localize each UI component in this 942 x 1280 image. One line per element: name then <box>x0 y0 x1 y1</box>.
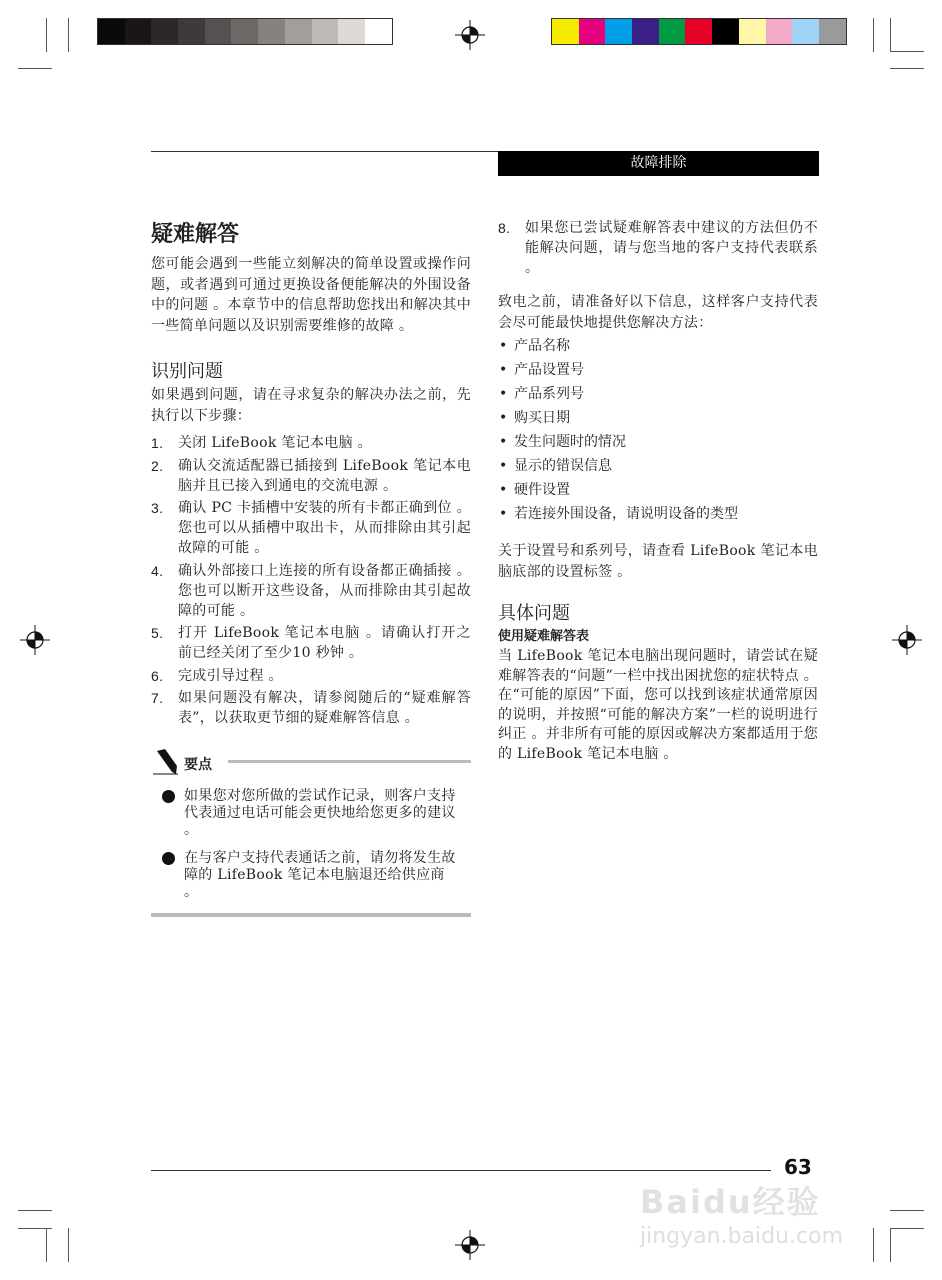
bullet-icon: • <box>499 386 508 402</box>
crop-mark <box>890 18 891 52</box>
gray-swatch <box>205 19 232 44</box>
step-text: 完成引导过程 。 <box>178 667 283 684</box>
identify-heading: 识别问题 <box>151 361 223 382</box>
step-text: 打开 LifeBook 笔记本电脑 。请确认打开之前已经关闭了至少10 秒钟 。 <box>178 625 471 661</box>
color-swatch <box>659 19 686 44</box>
registration-mark-icon <box>892 625 922 655</box>
steps-list <box>151 433 471 728</box>
crop-mark <box>18 1210 52 1211</box>
page-number: 63 <box>784 1155 812 1179</box>
note-text: 在与客户支持代表通话之前，请勿将发生故障的 LifeBook 笔记本电脑退还给供应商 。 <box>184 850 456 900</box>
list-item <box>498 478 818 502</box>
footer-rule <box>151 1170 771 1171</box>
step-number: 3. <box>151 500 164 516</box>
gray-swatch <box>258 19 285 44</box>
bullet-icon: • <box>499 434 508 450</box>
bullet-icon <box>162 790 175 803</box>
color-swatch <box>766 19 793 44</box>
list-item <box>151 456 471 496</box>
note-title-rule <box>228 760 471 763</box>
serial-note-paragraph: 关于设置号和系列号，请查看 LifeBook 笔记本电脑底部的设置标签 。 <box>498 543 818 580</box>
table-paragraph: 当 LifeBook 笔记本电脑出现问题时，请尝试在疑难解答表的“问题”一栏中找出困扰您的症状特点 。在“可能的原因”下面，您可以找到该症状通常原因的说明，并按照“可能的解决方案”一栏的说明进行纠正 。并非所有可能的原因或解决方案都适用于您的 LifeBook 笔记本电脑 。 <box>498 648 818 762</box>
info-item-text: 发生问题时的情况 <box>514 434 626 450</box>
info-item-text: 若连接外围设备，请说明设备的类型 <box>514 506 738 522</box>
color-swatch <box>579 19 606 44</box>
grayscale-calibration-bar <box>97 18 393 45</box>
registration-mark-icon <box>20 625 50 655</box>
list-item <box>151 498 471 558</box>
info-item-text: 产品系列号 <box>514 386 584 402</box>
bullet-icon: • <box>499 362 508 378</box>
gray-swatch <box>312 19 339 44</box>
step-number: 4. <box>151 562 164 579</box>
list-item <box>498 382 818 406</box>
watermark-logo: Baidu经验 <box>640 1183 821 1221</box>
registration-mark-icon <box>455 20 485 50</box>
list-item <box>151 666 471 686</box>
step-number: 8. <box>498 220 511 236</box>
list-item <box>151 623 471 663</box>
step-text: 确认 PC 卡插槽中安装的所有卡都正确到位 。您也可以从插槽中取出卡，从而排除由其引起故障的可能 。 <box>178 500 471 556</box>
note-header <box>151 748 471 782</box>
note-item <box>151 788 456 839</box>
watermark-url: jingyan.baidu.com <box>640 1224 844 1249</box>
left-column <box>151 217 471 917</box>
list-item <box>498 218 818 278</box>
crop-mark <box>890 51 924 52</box>
list-item <box>498 358 818 382</box>
identify-intro: 如果遇到问题，请在寻求复杂的解决办法之前，先执行以下步骤： <box>151 387 471 424</box>
gray-swatch <box>151 19 178 44</box>
bullet-icon: • <box>499 410 508 426</box>
before-call-paragraph: 致电之前，请准备好以下信息，这样客户支持代表会尽可能最快地提供您解决方法： <box>498 294 818 331</box>
step-number: 1. <box>151 435 164 451</box>
step-text: 确认交流适配器已插接到 LifeBook 笔记本电脑并且已接入到通电的交流电源 。 <box>178 457 471 494</box>
step-number: 2. <box>151 457 164 474</box>
gray-swatch <box>98 19 125 44</box>
bullet-icon: • <box>499 458 508 474</box>
crop-mark <box>46 18 47 52</box>
crop-mark <box>873 18 874 52</box>
step-8-list <box>498 218 818 278</box>
page-title: 疑难解答 <box>151 222 240 247</box>
color-swatch <box>632 19 659 44</box>
crop-mark <box>890 1228 924 1229</box>
list-item <box>151 561 471 621</box>
pencil-icon <box>151 748 179 776</box>
right-column <box>498 218 818 764</box>
step-text: 确认外部接口上连接的所有设备都正确插接 。您也可以断开这些设备，从而排除由其引起故障的可能 。 <box>178 562 471 619</box>
info-item-text: 产品名称 <box>514 338 570 354</box>
step-number: 5. <box>151 625 164 641</box>
color-swatch <box>792 19 819 44</box>
info-item-text: 硬件设置 <box>514 482 570 498</box>
step-number: 6. <box>151 667 164 684</box>
crop-mark <box>873 1228 874 1262</box>
list-item <box>498 502 818 526</box>
info-item-text: 显示的错误信息 <box>514 458 612 474</box>
list-item <box>498 406 818 430</box>
list-item <box>498 430 818 454</box>
step-text: 关闭 LifeBook 笔记本电脑 。 <box>178 435 372 451</box>
color-swatch <box>605 19 632 44</box>
note-box <box>151 748 471 917</box>
crop-mark <box>18 68 52 69</box>
color-swatch <box>819 19 846 44</box>
gray-swatch <box>365 19 392 44</box>
crop-mark <box>68 1228 69 1262</box>
list-item <box>498 334 818 358</box>
bullet-icon <box>162 852 175 865</box>
crop-mark <box>890 1210 924 1211</box>
crop-mark <box>46 1228 47 1262</box>
registration-mark-icon <box>455 1230 485 1260</box>
crop-mark <box>890 68 924 69</box>
note-list <box>151 788 456 901</box>
gray-swatch <box>231 19 258 44</box>
step-text: 如果问题没有解决，请参阅随后的“疑难解答表”，以获取更节细的疑难解答信息 。 <box>178 690 471 726</box>
color-swatch <box>685 19 712 44</box>
gray-swatch <box>125 19 152 44</box>
table-heading: 使用疑难解答表 <box>498 629 590 644</box>
section-header-bar <box>498 151 819 176</box>
step-number: 7. <box>151 690 164 706</box>
info-item-text: 产品设置号 <box>514 362 584 378</box>
bullet-icon: • <box>499 506 508 522</box>
list-item <box>151 433 471 453</box>
note-title: 要点 <box>184 757 212 773</box>
note-bottom-rule <box>151 913 471 917</box>
crop-mark <box>890 1228 891 1262</box>
color-calibration-bar <box>551 18 847 45</box>
note-text: 如果您对您所做的尝试作记录，则客户支持代表通过电话可能会更快地给您更多的建议 。 <box>184 788 456 838</box>
bullet-icon: • <box>499 338 508 354</box>
specific-heading: 具体问题 <box>498 603 570 624</box>
intro-paragraph: 您可能会遇到一些能立刻解决的简单设置或操作问题，或者遇到可通过更换设备便能解决的外围设备中的问题 。本章节中的信息帮助您找出和解决其中一些简单问题以及识别需要维修的故障 。 <box>151 256 471 334</box>
gray-swatch <box>338 19 365 44</box>
note-item <box>151 850 456 901</box>
step-text: 如果您已尝试疑难解答表中建议的方法但仍不能解决问题，请与您当地的客户支持代表联系 。 <box>525 220 818 276</box>
info-list <box>498 334 818 526</box>
list-item <box>151 688 471 728</box>
color-swatch <box>552 19 579 44</box>
info-item-text: 购买日期 <box>514 410 570 426</box>
section-label: 故障排除 <box>630 155 687 171</box>
color-swatch <box>712 19 739 44</box>
bullet-icon: • <box>499 482 508 498</box>
gray-swatch <box>178 19 205 44</box>
crop-mark <box>68 18 69 52</box>
gray-swatch <box>285 19 312 44</box>
color-swatch <box>739 19 766 44</box>
list-item <box>498 454 818 478</box>
